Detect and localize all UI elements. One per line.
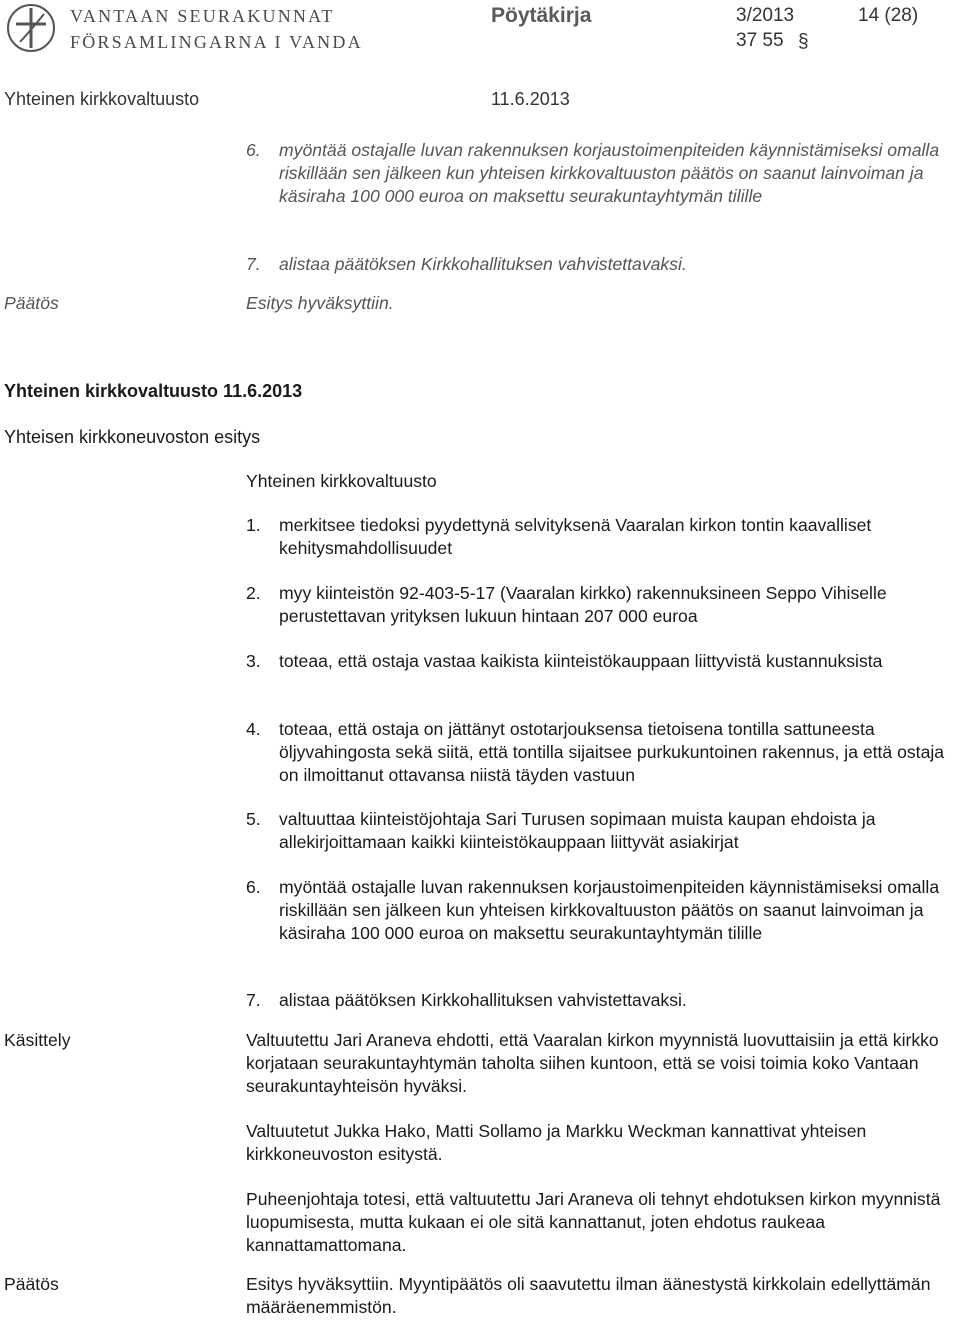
meeting-name: Yhteinen kirkkovaltuusto (4, 89, 200, 109)
item-text: toteaa, että ostaja vastaa kaikista kiinteistökauppaan liittyvistä kustannuksista (279, 651, 883, 671)
meeting-date: 11.6.2013 (491, 89, 570, 109)
item-number: 6. (246, 140, 261, 160)
section-range: 37 55 (736, 30, 784, 51)
handling-paragraph: Puheenjohtaja totesi, että valtuutettu Jari Araneva oli tehnyt ehdotuksen kirkon myynnistä luopumisesta, mutta kukaan ei ole sitä kannattanut, joten ehdotus raukeaa kannattamattomana. (246, 1189, 941, 1255)
item-text: toteaa, että ostaja on jättänyt ostotarjouksensa tietoisena tontilla sattuneesta öljyvahingosta sekä siitä, että tontilla sijaitsee purkukuntoinen rakennus, ja että ostaja on ilmoittanut ottavansa niistä täyden vastuun (279, 719, 945, 785)
organization-logo (4, 2, 363, 54)
decision-label: Päätös (4, 1274, 59, 1294)
item-text: merkitsee tiedoksi pyydettynä selvityksenä Vaaralan kirkon tontin kaavalliset kehitysmahdollisuudet (279, 515, 872, 558)
item-text: alistaa päätöksen Kirkkohallituksen vahvistettavaksi. (279, 990, 687, 1010)
page-number: 14 (28) (858, 5, 919, 26)
item-text: valtuuttaa kiinteistöjohtaja Sari Turusen sopimaan muista kaupan ehdoista ja allekirjoittamaan kaikki kiinteistökauppaan liittyvät asiakirjat (279, 809, 876, 852)
item-number: 2. (246, 583, 261, 603)
section-heading: Yhteinen kirkkovaltuusto 11.6.2013 (4, 381, 303, 401)
handling-paragraph: Valtuutetut Jukka Hako, Matti Sollamo ja Markku Weckman kannattivat yhteisen kirkkoneuvoston esitystä. (246, 1121, 867, 1164)
item-text: myy kiinteistön 92-403-5-17 (Vaaralan kirkko) rakennuksineen Seppo Vihiselle perustettavan yrityksen lukuun hintaan 207 000 euroa (279, 583, 887, 626)
cross-emblem-icon (4, 2, 58, 54)
item-number: 1. (246, 515, 261, 535)
page-header (0, 0, 960, 112)
item-number: 3. (246, 651, 261, 671)
item-number: 5. (246, 809, 261, 829)
decision-label: Päätös (4, 293, 59, 313)
item-text: myöntää ostajalle luvan rakennuksen korjaustoimenpiteiden käynnistämiseksi omalla riskillään sen jälkeen kun yhteisen kirkkovaltuuston päätös on saanut lainvoiman ja käsiraha 100 000 euroa on maksettu seurakuntayhtymän tilille (279, 140, 940, 206)
item-text: myöntää ostajalle luvan rakennuksen korjaustoimenpiteiden käynnistämiseksi omalla riskillään sen jälkeen kun yhteisen kirkkovaltuuston päätös on saanut lainvoiman ja käsiraha 100 000 euroa on maksettu seurakuntayhtymän tilille (279, 877, 940, 943)
item-number: 6. (246, 877, 261, 897)
item-number: 7. (246, 990, 261, 1010)
document-type: Pöytäkirja (491, 4, 592, 27)
document-number: 3/2013 (736, 5, 795, 26)
handling-paragraph: Valtuutettu Jari Araneva ehdotti, että Vaaralan kirkon myynnistä luovuttaisiin ja että kirkko korjataan seurakuntayhtymän taholta siihen kuntoon, että se voisi toimia koko Vantaan seurakuntayhteisön hyväksi. (246, 1030, 939, 1096)
item-number: 4. (246, 719, 261, 739)
section-sign: § (798, 31, 809, 52)
handling-label: Käsittely (4, 1030, 71, 1050)
decision-text: Esitys hyväksyttiin. Myyntipäätös oli saavutettu ilman äänestystä kirkkolain edellyttämän määräenemmistön. (246, 1274, 931, 1317)
item-text: alistaa päätöksen Kirkkohallituksen vahvistettavaksi. (279, 254, 687, 274)
logo-text-swedish: FÖRSAMLINGARNA I VANDA (70, 32, 363, 52)
item-number: 7. (246, 254, 261, 274)
section-subheading: Yhteisen kirkkoneuvoston esitys (4, 427, 261, 447)
logo-text-finnish: VANTAAN SEURAKUNNAT (70, 6, 335, 26)
decision-text: Esitys hyväksyttiin. (246, 293, 394, 313)
proposal-recipient: Yhteinen kirkkovaltuusto (246, 471, 437, 491)
